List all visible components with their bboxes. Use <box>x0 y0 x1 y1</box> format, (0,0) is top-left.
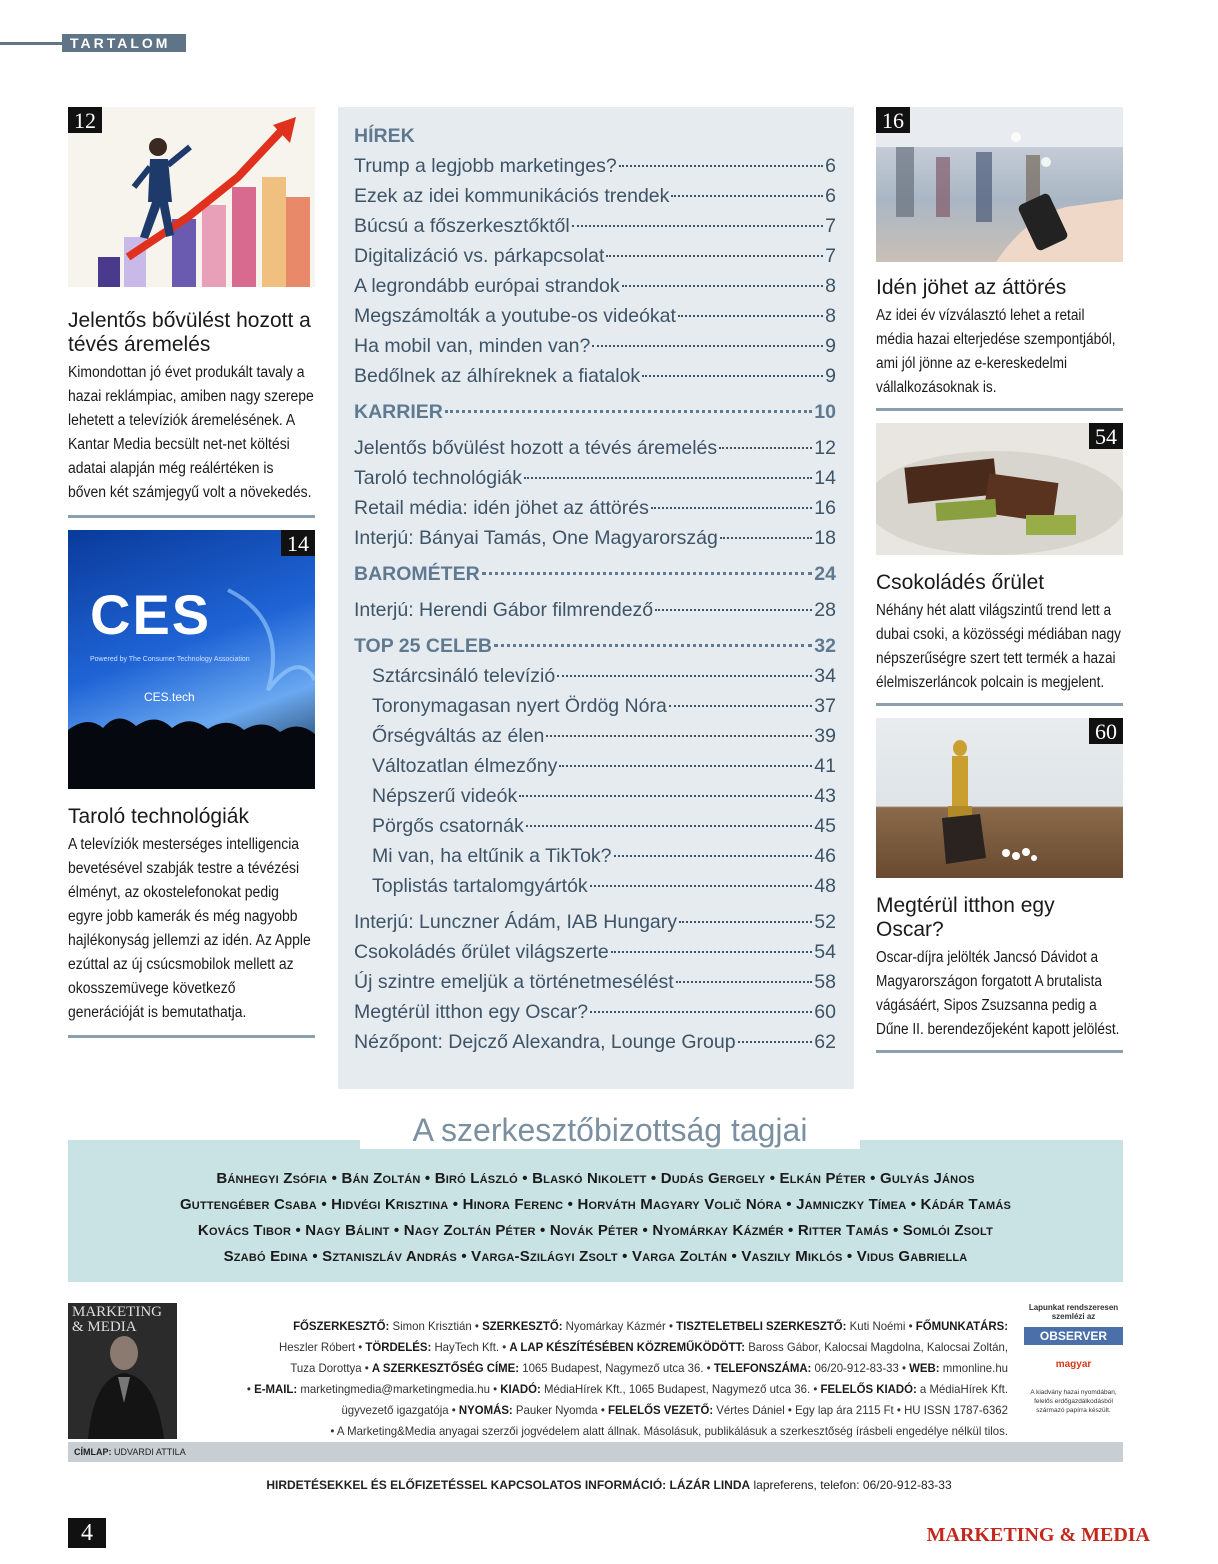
dot-leader <box>642 375 823 377</box>
toc-entry[interactable] <box>354 493 836 523</box>
toc-entry[interactable] <box>354 937 836 967</box>
toc-entry-title: Búcsú a főszerkesztőktől <box>354 215 570 237</box>
board-members-line: Szabó Edina • Sztaniszláv András • Varga-Szilágyi Zsolt • Varga Zoltán • Vaszily Miklós • Vidus Gabriella <box>223 1248 968 1265</box>
toc-entry[interactable] <box>354 433 836 463</box>
observer-box <box>1024 1303 1123 1440</box>
toc-page: 43 <box>814 785 836 807</box>
dot-leader <box>720 537 812 539</box>
chocolate-bar-photo <box>876 423 1123 555</box>
toc-entry-title: Toplistás tartalomgyártók <box>372 875 588 897</box>
editorial-board-title: A szerkesztőbizottság tagjai <box>360 1112 860 1149</box>
toc-entry[interactable] <box>354 463 836 493</box>
dot-leader <box>719 447 812 449</box>
toc-page: 9 <box>825 365 836 387</box>
page-badge: 54 <box>1089 423 1123 449</box>
toc-entry[interactable] <box>354 595 836 625</box>
toc-page: 8 <box>825 275 836 297</box>
board-members-line: Guttengéber Csaba • Hidvégi Krisztina • Hinora Ferenc • Horváth Magyary Volič Nóra • Jamniczky Tímea • Kádár Tamás <box>179 1196 1012 1213</box>
toc-section-news: HÍREK <box>354 125 415 147</box>
toc-section-title: BAROMÉTER <box>354 563 480 585</box>
toc-page: 12 <box>814 437 836 459</box>
article-title[interactable]: Idén jöhet az áttörés <box>876 276 1067 299</box>
article-image-chocolate[interactable] <box>876 423 1123 555</box>
shopping-mall-photo <box>876 107 1123 262</box>
page-number: 4 <box>68 1518 106 1548</box>
article-lead: Oscar-díjra jelölték Jancsó Dávidot a Magyarországon forgatott A brutalista vágásáért, Sipos Zsuzsanna pedig a Dűne II. berendezőjeként kapott jelölést. <box>876 949 1120 1038</box>
article-image-oscar[interactable] <box>876 718 1123 878</box>
toc-page: 32 <box>814 635 836 657</box>
article-image-retail[interactable] <box>876 107 1123 262</box>
toc-entry[interactable] <box>354 211 836 241</box>
toc-entry-title: Retail média: idén jöhet az áttörés <box>354 497 649 519</box>
left-column <box>68 107 315 1050</box>
toc-page: 8 <box>825 305 836 327</box>
toc-page: 45 <box>814 815 836 837</box>
dot-leader <box>619 165 823 167</box>
brand-logo: MARKETING & MEDIA <box>926 1524 1150 1546</box>
dot-leader <box>592 345 823 347</box>
toc-entry-title: Nézőpont: Dejcző Alexandra, Lounge Group <box>354 1031 736 1053</box>
toc-page: 58 <box>814 971 836 993</box>
toc-entry-title: Megtérül itthon egy Oscar? <box>354 1001 589 1023</box>
board-members-line: Kovács Tibor • Nagy Bálint • Nagy Zoltán Péter • Novák Péter • Nyomárkay Kázmér • Ritter Tamás • Somlói Zsolt <box>197 1222 994 1239</box>
dot-leader <box>738 1041 813 1043</box>
dot-leader <box>524 477 812 479</box>
ces-tagline: Powered by The Consumer Technology Association <box>90 656 250 663</box>
toc-entry[interactable] <box>354 181 836 211</box>
toc-page: 6 <box>825 185 836 207</box>
toc-page: 9 <box>825 335 836 357</box>
toc-entry-title: Ezek az idei kommunikációs trendek <box>354 185 670 207</box>
toc-section-top25[interactable] <box>354 631 836 661</box>
toc-page: 24 <box>814 563 836 585</box>
toc-entry-title: Interjú: Bányai Tamás, One Magyarország <box>354 527 718 549</box>
imprint-line-6: • A Marketing&Media anyagai szerzői jogvédelem alatt állnak. Másolásuk, publikálásuk a szerkesztőség írásbeli engedélye nélkül tilos. <box>330 1424 1008 1438</box>
toc-entry-title: Új szintre emeljük a történetmesélést <box>354 971 674 993</box>
toc-page: 41 <box>814 755 836 777</box>
article-lead: Az idei év vízválasztó lehet a retail média hazai elterjedése szempontjából, ami jól jönne az e-kereskedelmi vállalkozásoknak is. <box>876 307 1116 396</box>
imprint-line-3: Tuza Dorottya • A SZERKESZTŐSÉG CÍME: 1065 Budapest, Nagymező utca 36. • TELEFONSZÁMA: 06/20-912-83-33 • WEB: mmonline.hu <box>290 1361 1008 1375</box>
toc-page: 39 <box>814 725 836 747</box>
right-column <box>876 107 1123 1065</box>
dot-leader <box>557 675 812 677</box>
toc-entry[interactable] <box>354 151 836 181</box>
toc-entry[interactable] <box>354 1027 836 1057</box>
article-title[interactable]: Taroló technológiák <box>68 805 249 828</box>
toc-entry-title: Mi van, ha eltűnik a TikTok? <box>372 845 612 867</box>
article-title[interactable]: Jelentős bővülést hozott a tévés áremelés <box>68 309 311 356</box>
toc-entry[interactable] <box>354 241 836 271</box>
toc-page: 37 <box>814 695 836 717</box>
toc-entry-title: Trump a legjobb marketinges? <box>354 155 617 177</box>
imprint-line-4: • E-MAIL: marketingmedia@marketingmedia.hu • KIADÓ: MédiaHírek Kft., 1065 Budapest, Nagymező utca 36. • FELELŐS KIADÓ: a MédiaHírek Kft. <box>246 1382 1008 1396</box>
divider <box>68 515 315 518</box>
audience-silhouette <box>68 530 315 789</box>
toc-section-title: KARRIER <box>354 401 443 423</box>
toc-entry-title: Népszerű videók <box>372 785 518 807</box>
toc-page: 16 <box>814 497 836 519</box>
page-badge: 60 <box>1089 718 1123 744</box>
dot-leader <box>606 255 823 257</box>
toc-entry[interactable] <box>354 691 836 721</box>
toc-entry-title: Taroló technológiák <box>354 467 523 489</box>
toc-page: 52 <box>814 911 836 933</box>
oscar-statuette-photo <box>876 718 1123 878</box>
article-image-ces[interactable] <box>68 530 315 789</box>
article-title[interactable]: Csokoládés őrület <box>876 571 1045 594</box>
magyar-logo: magyar <box>1055 1359 1092 1370</box>
dot-leader <box>546 735 812 737</box>
dot-leader <box>669 705 812 707</box>
dot-leader <box>614 855 813 857</box>
toc-page: 7 <box>825 245 836 267</box>
table-of-contents <box>338 107 854 1089</box>
article-title[interactable]: Megtérül itthon egy Oscar? <box>876 894 1055 941</box>
section-label: TARTALOM <box>62 34 186 52</box>
toc-entry[interactable] <box>354 361 836 391</box>
page-badge: 14 <box>281 530 315 556</box>
toc-entry-title: Toronymagasan nyert Ördög Nóra <box>372 695 667 717</box>
dot-leader <box>678 315 823 317</box>
dot-leader <box>590 885 813 887</box>
toc-page: 54 <box>814 941 836 963</box>
header-rule <box>0 42 62 45</box>
imprint-line-1: FŐSZERKESZTŐ: Simon Krisztián • SZERKESZTŐ: Nyomárkay Kázmér • TISZTELETBELI SZERKESZTŐ: Kuti Noémi • FŐMUNKATÁRS: <box>293 1319 1008 1333</box>
toc-entry-title: Őrségváltás az élen <box>372 725 545 747</box>
ad-info: HIRDETÉSEKKEL ÉS ELŐFIZETÉSSEL KAPCSOLATOS INFORMÁCIÓ: LÁZÁR LINDA lapreferens, telefon: 06/20-912-83-33 <box>266 1478 952 1492</box>
dot-leader <box>559 765 812 767</box>
dot-leader <box>611 951 813 953</box>
web-link[interactable]: mmonline.hu <box>942 1361 1008 1375</box>
editorial-board <box>68 1140 1123 1282</box>
toc-page: 46 <box>814 845 836 867</box>
toc-entry[interactable] <box>354 331 836 361</box>
cover-credit: CÍMLAP: UDVARDI ATTILA <box>68 1442 1123 1462</box>
toc-entry[interactable] <box>354 907 836 937</box>
toc-entry[interactable] <box>354 997 836 1027</box>
toc-entry-title: Digitalizáció vs. párkapcsolat <box>354 245 605 267</box>
observer-note: Lapunkat rendszeresen szemlézi az <box>1028 1303 1119 1321</box>
dot-leader <box>622 285 824 287</box>
toc-page: 14 <box>814 467 836 489</box>
toc-entry[interactable] <box>354 871 836 901</box>
dot-leader <box>519 795 812 797</box>
toc-entry-title: Pörgős csatornák <box>372 815 524 837</box>
toc-section-title: TOP 25 CELEB <box>354 635 492 657</box>
ces-logo: CES <box>90 583 212 646</box>
dot-leader <box>572 225 823 227</box>
toc-page: 28 <box>814 599 836 621</box>
divider <box>876 408 1123 411</box>
cover-thumbnail[interactable] <box>68 1303 177 1439</box>
toc-entry-title: A legrondább európai strandok <box>354 275 620 297</box>
paper-note: A kiadvány hazai nyomdában, felelős erdőgazdálkodásból származó papírra készült. <box>1030 1389 1117 1414</box>
toc-page: 7 <box>825 215 836 237</box>
dot-leader <box>590 1011 812 1013</box>
page-badge: 12 <box>68 107 102 133</box>
dot-leader <box>671 195 823 197</box>
toc-section-karrier[interactable] <box>354 397 836 427</box>
dot-leader <box>651 507 812 509</box>
toc-page: 60 <box>814 1001 836 1023</box>
dot-leader <box>526 825 813 827</box>
toc-page: 62 <box>814 1031 836 1053</box>
imprint-line-2: Heszler Róbert • TÖRDELÉS: HayTech Kft. • A LAP KÉSZÍTÉSÉBEN KÖZREMŰKÖDÖTT: Baross Gábor, Kalocsai Magdolna, Kalocsai Zoltán, <box>279 1340 1008 1354</box>
toc-entry[interactable] <box>354 721 836 751</box>
article-lead: Kimondottan jó évet produkált tavaly a hazai reklámpiac, amiben nagy szerepe lehetett a televíziók áremelésének. A Kantar Media becsült net-net költési adatai alapján még reálértéken is bőven két számjegyű volt a növekedés. <box>68 364 314 501</box>
divider <box>876 703 1123 706</box>
toc-entry-title: Megszámolták a youtube-os videókat <box>354 305 676 327</box>
cover-masthead: MARKETING & MEDIA <box>72 1304 162 1335</box>
toc-page: 34 <box>814 665 836 687</box>
article-lead: A televíziók mesterséges intelligencia bevetésével szabják testre a tévézési élményt, az okostelefonokat pedig egyre jobb kamerák és még nagyobb hajlékonyság jellemzi az idén. Az Apple ezúttal az új csúcsmobilok mellett az okosszemüvege következő generációját is bemutathatja. <box>68 836 311 1021</box>
toc-entry-title: Jelentős bővülést hozott a tévés áremelés <box>354 437 718 459</box>
toc-entry[interactable] <box>354 967 836 997</box>
toc-entry-title: Ha mobil van, minden van? <box>354 335 591 357</box>
article-image-growth[interactable] <box>68 107 315 287</box>
board-members-line: Bánhegyi Zsófia • Bán Zoltán • Biró László • Blaskó Nikolett • Dudás Gergely • Elkán Péter • Gulyás János <box>216 1170 975 1187</box>
imprint <box>182 1316 1008 1442</box>
toc-entry[interactable] <box>354 751 836 781</box>
page-badge: 16 <box>876 107 910 133</box>
toc-entry[interactable] <box>354 781 836 811</box>
toc-entry-title: Interjú: Herendi Gábor filmrendező <box>354 599 654 621</box>
toc-entry[interactable] <box>354 523 836 553</box>
toc-page: 10 <box>814 401 836 423</box>
dot-leader <box>679 921 812 923</box>
email-link[interactable]: marketingmedia@marketingmedia.hu <box>300 1382 490 1396</box>
ces-url: CES.tech <box>144 690 195 704</box>
toc-page: 48 <box>814 875 836 897</box>
toc-entry-title: Változatlan élmezőny <box>372 755 558 777</box>
cover-portrait <box>68 1303 177 1439</box>
toc-entry-title: Interjú: Lunczner Ádám, IAB Hungary <box>354 911 677 933</box>
imprint-line-5: ügyvezető igazgatója • NYOMÁS: Pauker Nyomda • FELELŐS VEZETŐ: Vértes Dániel • Egy lap ára 2115 Ft • HU ISSN 1787-6362 <box>341 1403 1008 1417</box>
growth-chart-illustration <box>68 107 315 287</box>
toc-page: 6 <box>825 155 836 177</box>
divider <box>876 1050 1123 1053</box>
toc-entry-title: Bedőlnek az álhíreknek a fiatalok <box>354 365 641 387</box>
toc-entry-title: Csokoládés őrület világszerte <box>354 941 609 963</box>
toc-entry[interactable] <box>354 301 836 331</box>
toc-entry[interactable] <box>354 271 836 301</box>
toc-entry-title: Sztárcsináló televízió <box>372 665 556 687</box>
divider <box>68 1035 315 1038</box>
toc-entry[interactable] <box>354 661 836 691</box>
article-lead: Néhány hét alatt világszintű trend lett a dubai csoki, a közösségi médiában nagy népszerűségre szert tett termék a hazai élelmiszerláncok polcain is megjelent. <box>876 602 1121 691</box>
toc-entry[interactable] <box>354 841 836 871</box>
toc-page: 18 <box>814 527 836 549</box>
observer-logo: OBSERVER <box>1024 1327 1123 1345</box>
toc-entry[interactable] <box>354 811 836 841</box>
toc-section-barometer[interactable] <box>354 559 836 589</box>
dot-leader <box>676 981 813 983</box>
